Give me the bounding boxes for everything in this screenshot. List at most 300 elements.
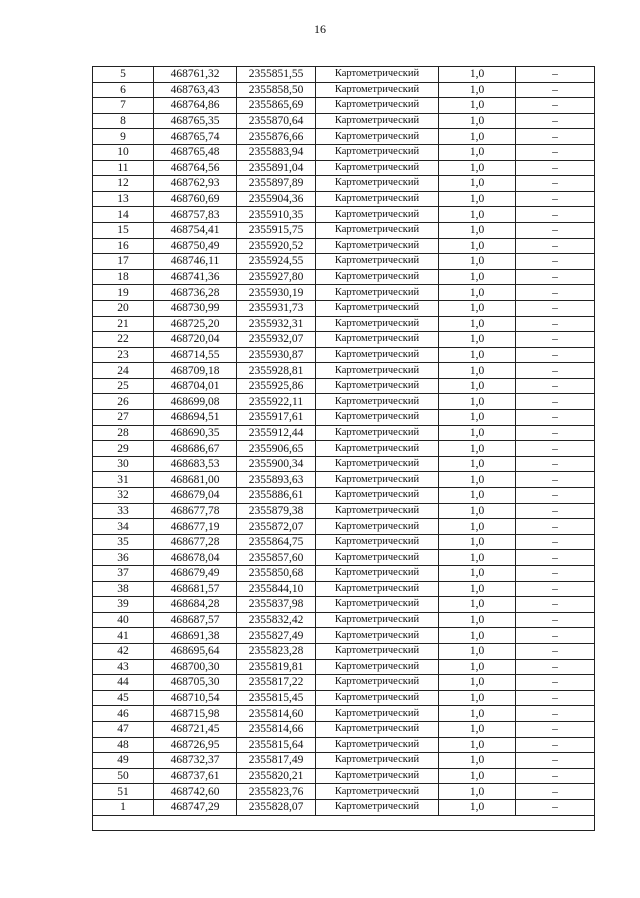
table-row <box>93 129 595 145</box>
precision-cell: 1,0 <box>439 612 516 628</box>
description-cell: – <box>516 472 595 488</box>
point-number-cell: 6 <box>93 82 154 98</box>
point-number-cell: 25 <box>93 378 154 394</box>
coordinates-table-body <box>93 67 595 831</box>
description-cell: – <box>516 238 595 254</box>
x-coordinate-cell: 468705,30 <box>154 675 237 691</box>
point-number-cell: 5 <box>93 67 154 83</box>
precision-cell: 1,0 <box>439 581 516 597</box>
y-coordinate-cell: 2355815,64 <box>237 737 316 753</box>
y-coordinate-cell: 2355883,94 <box>237 144 316 160</box>
y-coordinate-cell: 2355823,76 <box>237 784 316 800</box>
table-row <box>93 456 595 472</box>
point-number-cell: 32 <box>93 488 154 504</box>
precision-cell: 1,0 <box>439 456 516 472</box>
table-row <box>93 67 595 83</box>
description-cell: – <box>516 347 595 363</box>
precision-cell: 1,0 <box>439 378 516 394</box>
y-coordinate-cell: 2355817,22 <box>237 675 316 691</box>
x-coordinate-cell: 468726,95 <box>154 737 237 753</box>
point-number-cell: 16 <box>93 238 154 254</box>
method-cell: Картометрический <box>316 207 439 223</box>
y-coordinate-cell: 2355879,38 <box>237 503 316 519</box>
point-number-cell: 12 <box>93 176 154 192</box>
x-coordinate-cell: 468699,08 <box>154 394 237 410</box>
table-row <box>93 612 595 628</box>
table-row <box>93 98 595 114</box>
description-cell: – <box>516 144 595 160</box>
precision-cell: 1,0 <box>439 753 516 769</box>
x-coordinate-cell: 468750,49 <box>154 238 237 254</box>
precision-cell: 1,0 <box>439 566 516 582</box>
precision-cell: 1,0 <box>439 144 516 160</box>
y-coordinate-cell: 2355844,10 <box>237 581 316 597</box>
y-coordinate-cell: 2355817,49 <box>237 753 316 769</box>
precision-cell: 1,0 <box>439 488 516 504</box>
table-row <box>93 768 595 784</box>
y-coordinate-cell: 2355932,31 <box>237 316 316 332</box>
description-cell: – <box>516 799 595 815</box>
precision-cell: 1,0 <box>439 503 516 519</box>
table-row <box>93 784 595 800</box>
description-cell: – <box>516 643 595 659</box>
description-cell: – <box>516 222 595 238</box>
point-number-cell: 50 <box>93 768 154 784</box>
precision-cell: 1,0 <box>439 191 516 207</box>
x-coordinate-cell: 468760,69 <box>154 191 237 207</box>
precision-cell: 1,0 <box>439 534 516 550</box>
x-coordinate-cell: 468715,98 <box>154 706 237 722</box>
point-number-cell: 17 <box>93 254 154 270</box>
precision-cell: 1,0 <box>439 643 516 659</box>
method-cell: Картометрический <box>316 612 439 628</box>
method-cell: Картометрический <box>316 98 439 114</box>
precision-cell: 1,0 <box>439 269 516 285</box>
y-coordinate-cell: 2355922,11 <box>237 394 316 410</box>
description-cell: – <box>516 659 595 675</box>
point-number-cell: 45 <box>93 690 154 706</box>
point-number-cell: 10 <box>93 144 154 160</box>
table-row <box>93 238 595 254</box>
y-coordinate-cell: 2355872,07 <box>237 519 316 535</box>
point-number-cell: 40 <box>93 612 154 628</box>
description-cell: – <box>516 300 595 316</box>
coordinates-table-container <box>92 66 588 831</box>
precision-cell: 1,0 <box>439 316 516 332</box>
method-cell: Картометрический <box>316 425 439 441</box>
x-coordinate-cell: 468677,28 <box>154 534 237 550</box>
x-coordinate-cell: 468679,49 <box>154 566 237 582</box>
method-cell: Картометрический <box>316 82 439 98</box>
x-coordinate-cell: 468710,54 <box>154 690 237 706</box>
table-row <box>93 332 595 348</box>
x-coordinate-cell: 468764,86 <box>154 98 237 114</box>
x-coordinate-cell: 468695,64 <box>154 643 237 659</box>
point-number-cell: 42 <box>93 643 154 659</box>
x-coordinate-cell: 468677,78 <box>154 503 237 519</box>
method-cell: Картометрический <box>316 144 439 160</box>
method-cell: Картометрический <box>316 410 439 426</box>
precision-cell: 1,0 <box>439 799 516 815</box>
precision-cell: 1,0 <box>439 597 516 613</box>
empty-cell <box>93 815 595 831</box>
y-coordinate-cell: 2355814,60 <box>237 706 316 722</box>
description-cell: – <box>516 176 595 192</box>
y-coordinate-cell: 2355815,45 <box>237 690 316 706</box>
y-coordinate-cell: 2355932,07 <box>237 332 316 348</box>
table-row <box>93 753 595 769</box>
method-cell: Картометрический <box>316 799 439 815</box>
point-number-cell: 33 <box>93 503 154 519</box>
y-coordinate-cell: 2355823,28 <box>237 643 316 659</box>
y-coordinate-cell: 2355900,34 <box>237 456 316 472</box>
precision-cell: 1,0 <box>439 82 516 98</box>
table-row <box>93 441 595 457</box>
method-cell: Картометрический <box>316 721 439 737</box>
precision-cell: 1,0 <box>439 363 516 379</box>
description-cell: – <box>516 269 595 285</box>
y-coordinate-cell: 2355858,50 <box>237 82 316 98</box>
y-coordinate-cell: 2355814,66 <box>237 721 316 737</box>
precision-cell: 1,0 <box>439 425 516 441</box>
y-coordinate-cell: 2355828,07 <box>237 799 316 815</box>
point-number-cell: 51 <box>93 784 154 800</box>
y-coordinate-cell: 2355886,61 <box>237 488 316 504</box>
description-cell: – <box>516 737 595 753</box>
method-cell: Картометрический <box>316 332 439 348</box>
x-coordinate-cell: 468686,67 <box>154 441 237 457</box>
point-number-cell: 24 <box>93 363 154 379</box>
point-number-cell: 27 <box>93 410 154 426</box>
method-cell: Картометрический <box>316 472 439 488</box>
method-cell: Картометрический <box>316 254 439 270</box>
point-number-cell: 29 <box>93 441 154 457</box>
table-row <box>93 378 595 394</box>
point-number-cell: 22 <box>93 332 154 348</box>
point-number-cell: 41 <box>93 628 154 644</box>
precision-cell: 1,0 <box>439 300 516 316</box>
x-coordinate-cell: 468709,18 <box>154 363 237 379</box>
x-coordinate-cell: 468737,61 <box>154 768 237 784</box>
precision-cell: 1,0 <box>439 207 516 223</box>
method-cell: Картометрический <box>316 581 439 597</box>
x-coordinate-cell: 468761,32 <box>154 67 237 83</box>
point-number-cell: 31 <box>93 472 154 488</box>
point-number-cell: 14 <box>93 207 154 223</box>
point-number-cell: 8 <box>93 113 154 129</box>
point-number-cell: 36 <box>93 550 154 566</box>
method-cell: Картометрический <box>316 753 439 769</box>
point-number-cell: 11 <box>93 160 154 176</box>
precision-cell: 1,0 <box>439 690 516 706</box>
method-cell: Картометрический <box>316 394 439 410</box>
method-cell: Картометрический <box>316 737 439 753</box>
y-coordinate-cell: 2355912,44 <box>237 425 316 441</box>
precision-cell: 1,0 <box>439 394 516 410</box>
method-cell: Картометрический <box>316 269 439 285</box>
precision-cell: 1,0 <box>439 332 516 348</box>
point-number-cell: 19 <box>93 285 154 301</box>
table-row <box>93 721 595 737</box>
table-row <box>93 160 595 176</box>
point-number-cell: 26 <box>93 394 154 410</box>
method-cell: Картометрический <box>316 160 439 176</box>
y-coordinate-cell: 2355891,04 <box>237 160 316 176</box>
y-coordinate-cell: 2355827,49 <box>237 628 316 644</box>
precision-cell: 1,0 <box>439 721 516 737</box>
y-coordinate-cell: 2355857,60 <box>237 550 316 566</box>
point-number-cell: 18 <box>93 269 154 285</box>
x-coordinate-cell: 468720,04 <box>154 332 237 348</box>
table-row <box>93 316 595 332</box>
y-coordinate-cell: 2355851,55 <box>237 67 316 83</box>
method-cell: Картометрический <box>316 67 439 83</box>
point-number-cell: 46 <box>93 706 154 722</box>
precision-cell: 1,0 <box>439 737 516 753</box>
point-number-cell: 13 <box>93 191 154 207</box>
table-row <box>93 394 595 410</box>
table-row <box>93 347 595 363</box>
y-coordinate-cell: 2355920,52 <box>237 238 316 254</box>
description-cell: – <box>516 285 595 301</box>
table-row <box>93 675 595 691</box>
table-row <box>93 503 595 519</box>
y-coordinate-cell: 2355928,81 <box>237 363 316 379</box>
method-cell: Картометрический <box>316 659 439 675</box>
description-cell: – <box>516 456 595 472</box>
x-coordinate-cell: 468684,28 <box>154 597 237 613</box>
y-coordinate-cell: 2355930,87 <box>237 347 316 363</box>
table-row <box>93 628 595 644</box>
x-coordinate-cell: 468742,60 <box>154 784 237 800</box>
method-cell: Картометрический <box>316 768 439 784</box>
precision-cell: 1,0 <box>439 675 516 691</box>
x-coordinate-cell: 468754,41 <box>154 222 237 238</box>
y-coordinate-cell: 2355927,80 <box>237 269 316 285</box>
y-coordinate-cell: 2355820,21 <box>237 768 316 784</box>
table-row <box>93 690 595 706</box>
method-cell: Картометрический <box>316 238 439 254</box>
table-row <box>93 191 595 207</box>
table-row <box>93 659 595 675</box>
point-number-cell: 35 <box>93 534 154 550</box>
y-coordinate-cell: 2355897,89 <box>237 176 316 192</box>
precision-cell: 1,0 <box>439 285 516 301</box>
x-coordinate-cell: 468765,35 <box>154 113 237 129</box>
precision-cell: 1,0 <box>439 472 516 488</box>
point-number-cell: 1 <box>93 799 154 815</box>
table-row <box>93 488 595 504</box>
x-coordinate-cell: 468741,36 <box>154 269 237 285</box>
empty-table-row <box>93 815 595 831</box>
x-coordinate-cell: 468764,56 <box>154 160 237 176</box>
point-number-cell: 43 <box>93 659 154 675</box>
description-cell: – <box>516 784 595 800</box>
y-coordinate-cell: 2355837,98 <box>237 597 316 613</box>
table-row <box>93 254 595 270</box>
precision-cell: 1,0 <box>439 222 516 238</box>
y-coordinate-cell: 2355819,81 <box>237 659 316 675</box>
precision-cell: 1,0 <box>439 67 516 83</box>
description-cell: – <box>516 628 595 644</box>
x-coordinate-cell: 468736,28 <box>154 285 237 301</box>
point-number-cell: 44 <box>93 675 154 691</box>
method-cell: Картометрический <box>316 441 439 457</box>
x-coordinate-cell: 468679,04 <box>154 488 237 504</box>
table-row <box>93 410 595 426</box>
point-number-cell: 7 <box>93 98 154 114</box>
table-row <box>93 300 595 316</box>
x-coordinate-cell: 468694,51 <box>154 410 237 426</box>
table-row <box>93 643 595 659</box>
table-row <box>93 144 595 160</box>
point-number-cell: 39 <box>93 597 154 613</box>
point-number-cell: 48 <box>93 737 154 753</box>
y-coordinate-cell: 2355906,65 <box>237 441 316 457</box>
y-coordinate-cell: 2355893,63 <box>237 472 316 488</box>
table-row <box>93 269 595 285</box>
description-cell: – <box>516 410 595 426</box>
description-cell: – <box>516 488 595 504</box>
method-cell: Картометрический <box>316 597 439 613</box>
x-coordinate-cell: 468746,11 <box>154 254 237 270</box>
description-cell: – <box>516 316 595 332</box>
precision-cell: 1,0 <box>439 519 516 535</box>
precision-cell: 1,0 <box>439 628 516 644</box>
method-cell: Картометрический <box>316 503 439 519</box>
table-row <box>93 82 595 98</box>
description-cell: – <box>516 254 595 270</box>
y-coordinate-cell: 2355917,61 <box>237 410 316 426</box>
point-number-cell: 49 <box>93 753 154 769</box>
description-cell: – <box>516 721 595 737</box>
x-coordinate-cell: 468725,20 <box>154 316 237 332</box>
x-coordinate-cell: 468721,45 <box>154 721 237 737</box>
method-cell: Картометрический <box>316 363 439 379</box>
table-row <box>93 176 595 192</box>
description-cell: – <box>516 191 595 207</box>
table-row <box>93 534 595 550</box>
description-cell: – <box>516 394 595 410</box>
precision-cell: 1,0 <box>439 768 516 784</box>
method-cell: Картометрический <box>316 675 439 691</box>
description-cell: – <box>516 690 595 706</box>
description-cell: – <box>516 503 595 519</box>
x-coordinate-cell: 468765,48 <box>154 144 237 160</box>
precision-cell: 1,0 <box>439 441 516 457</box>
table-row <box>93 207 595 223</box>
method-cell: Картометрический <box>316 129 439 145</box>
description-cell: – <box>516 581 595 597</box>
description-cell: – <box>516 82 595 98</box>
x-coordinate-cell: 468681,00 <box>154 472 237 488</box>
point-number-cell: 38 <box>93 581 154 597</box>
y-coordinate-cell: 2355924,55 <box>237 254 316 270</box>
x-coordinate-cell: 468757,83 <box>154 207 237 223</box>
description-cell: – <box>516 425 595 441</box>
table-row <box>93 706 595 722</box>
point-number-cell: 47 <box>93 721 154 737</box>
method-cell: Картометрический <box>316 534 439 550</box>
description-cell: – <box>516 332 595 348</box>
precision-cell: 1,0 <box>439 410 516 426</box>
method-cell: Картометрический <box>316 784 439 800</box>
point-number-cell: 21 <box>93 316 154 332</box>
y-coordinate-cell: 2355930,19 <box>237 285 316 301</box>
point-number-cell: 9 <box>93 129 154 145</box>
description-cell: – <box>516 612 595 628</box>
point-number-cell: 37 <box>93 566 154 582</box>
method-cell: Картометрический <box>316 316 439 332</box>
description-cell: – <box>516 129 595 145</box>
x-coordinate-cell: 468677,19 <box>154 519 237 535</box>
method-cell: Картометрический <box>316 643 439 659</box>
method-cell: Картометрический <box>316 191 439 207</box>
table-row <box>93 799 595 815</box>
description-cell: – <box>516 98 595 114</box>
description-cell: – <box>516 753 595 769</box>
x-coordinate-cell: 468732,37 <box>154 753 237 769</box>
table-row <box>93 737 595 753</box>
table-row <box>93 519 595 535</box>
x-coordinate-cell: 468763,43 <box>154 82 237 98</box>
coordinates-table <box>92 66 595 831</box>
y-coordinate-cell: 2355910,35 <box>237 207 316 223</box>
table-row <box>93 113 595 129</box>
x-coordinate-cell: 468687,57 <box>154 612 237 628</box>
y-coordinate-cell: 2355915,75 <box>237 222 316 238</box>
table-row <box>93 566 595 582</box>
precision-cell: 1,0 <box>439 113 516 129</box>
description-cell: – <box>516 706 595 722</box>
x-coordinate-cell: 468704,01 <box>154 378 237 394</box>
y-coordinate-cell: 2355904,36 <box>237 191 316 207</box>
precision-cell: 1,0 <box>439 347 516 363</box>
method-cell: Картометрический <box>316 550 439 566</box>
precision-cell: 1,0 <box>439 784 516 800</box>
point-number-cell: 23 <box>93 347 154 363</box>
description-cell: – <box>516 113 595 129</box>
method-cell: Картометрический <box>316 628 439 644</box>
description-cell: – <box>516 207 595 223</box>
method-cell: Картометрический <box>316 347 439 363</box>
description-cell: – <box>516 160 595 176</box>
method-cell: Картометрический <box>316 566 439 582</box>
precision-cell: 1,0 <box>439 550 516 566</box>
method-cell: Картометрический <box>316 706 439 722</box>
point-number-cell: 20 <box>93 300 154 316</box>
description-cell: – <box>516 378 595 394</box>
y-coordinate-cell: 2355870,64 <box>237 113 316 129</box>
description-cell: – <box>516 675 595 691</box>
description-cell: – <box>516 519 595 535</box>
x-coordinate-cell: 468714,55 <box>154 347 237 363</box>
table-row <box>93 550 595 566</box>
y-coordinate-cell: 2355865,69 <box>237 98 316 114</box>
method-cell: Картометрический <box>316 300 439 316</box>
point-number-cell: 28 <box>93 425 154 441</box>
description-cell: – <box>516 550 595 566</box>
precision-cell: 1,0 <box>439 129 516 145</box>
method-cell: Картометрический <box>316 113 439 129</box>
table-row <box>93 472 595 488</box>
description-cell: – <box>516 363 595 379</box>
y-coordinate-cell: 2355925,86 <box>237 378 316 394</box>
x-coordinate-cell: 468681,57 <box>154 581 237 597</box>
x-coordinate-cell: 468690,35 <box>154 425 237 441</box>
table-row <box>93 222 595 238</box>
method-cell: Картометрический <box>316 456 439 472</box>
